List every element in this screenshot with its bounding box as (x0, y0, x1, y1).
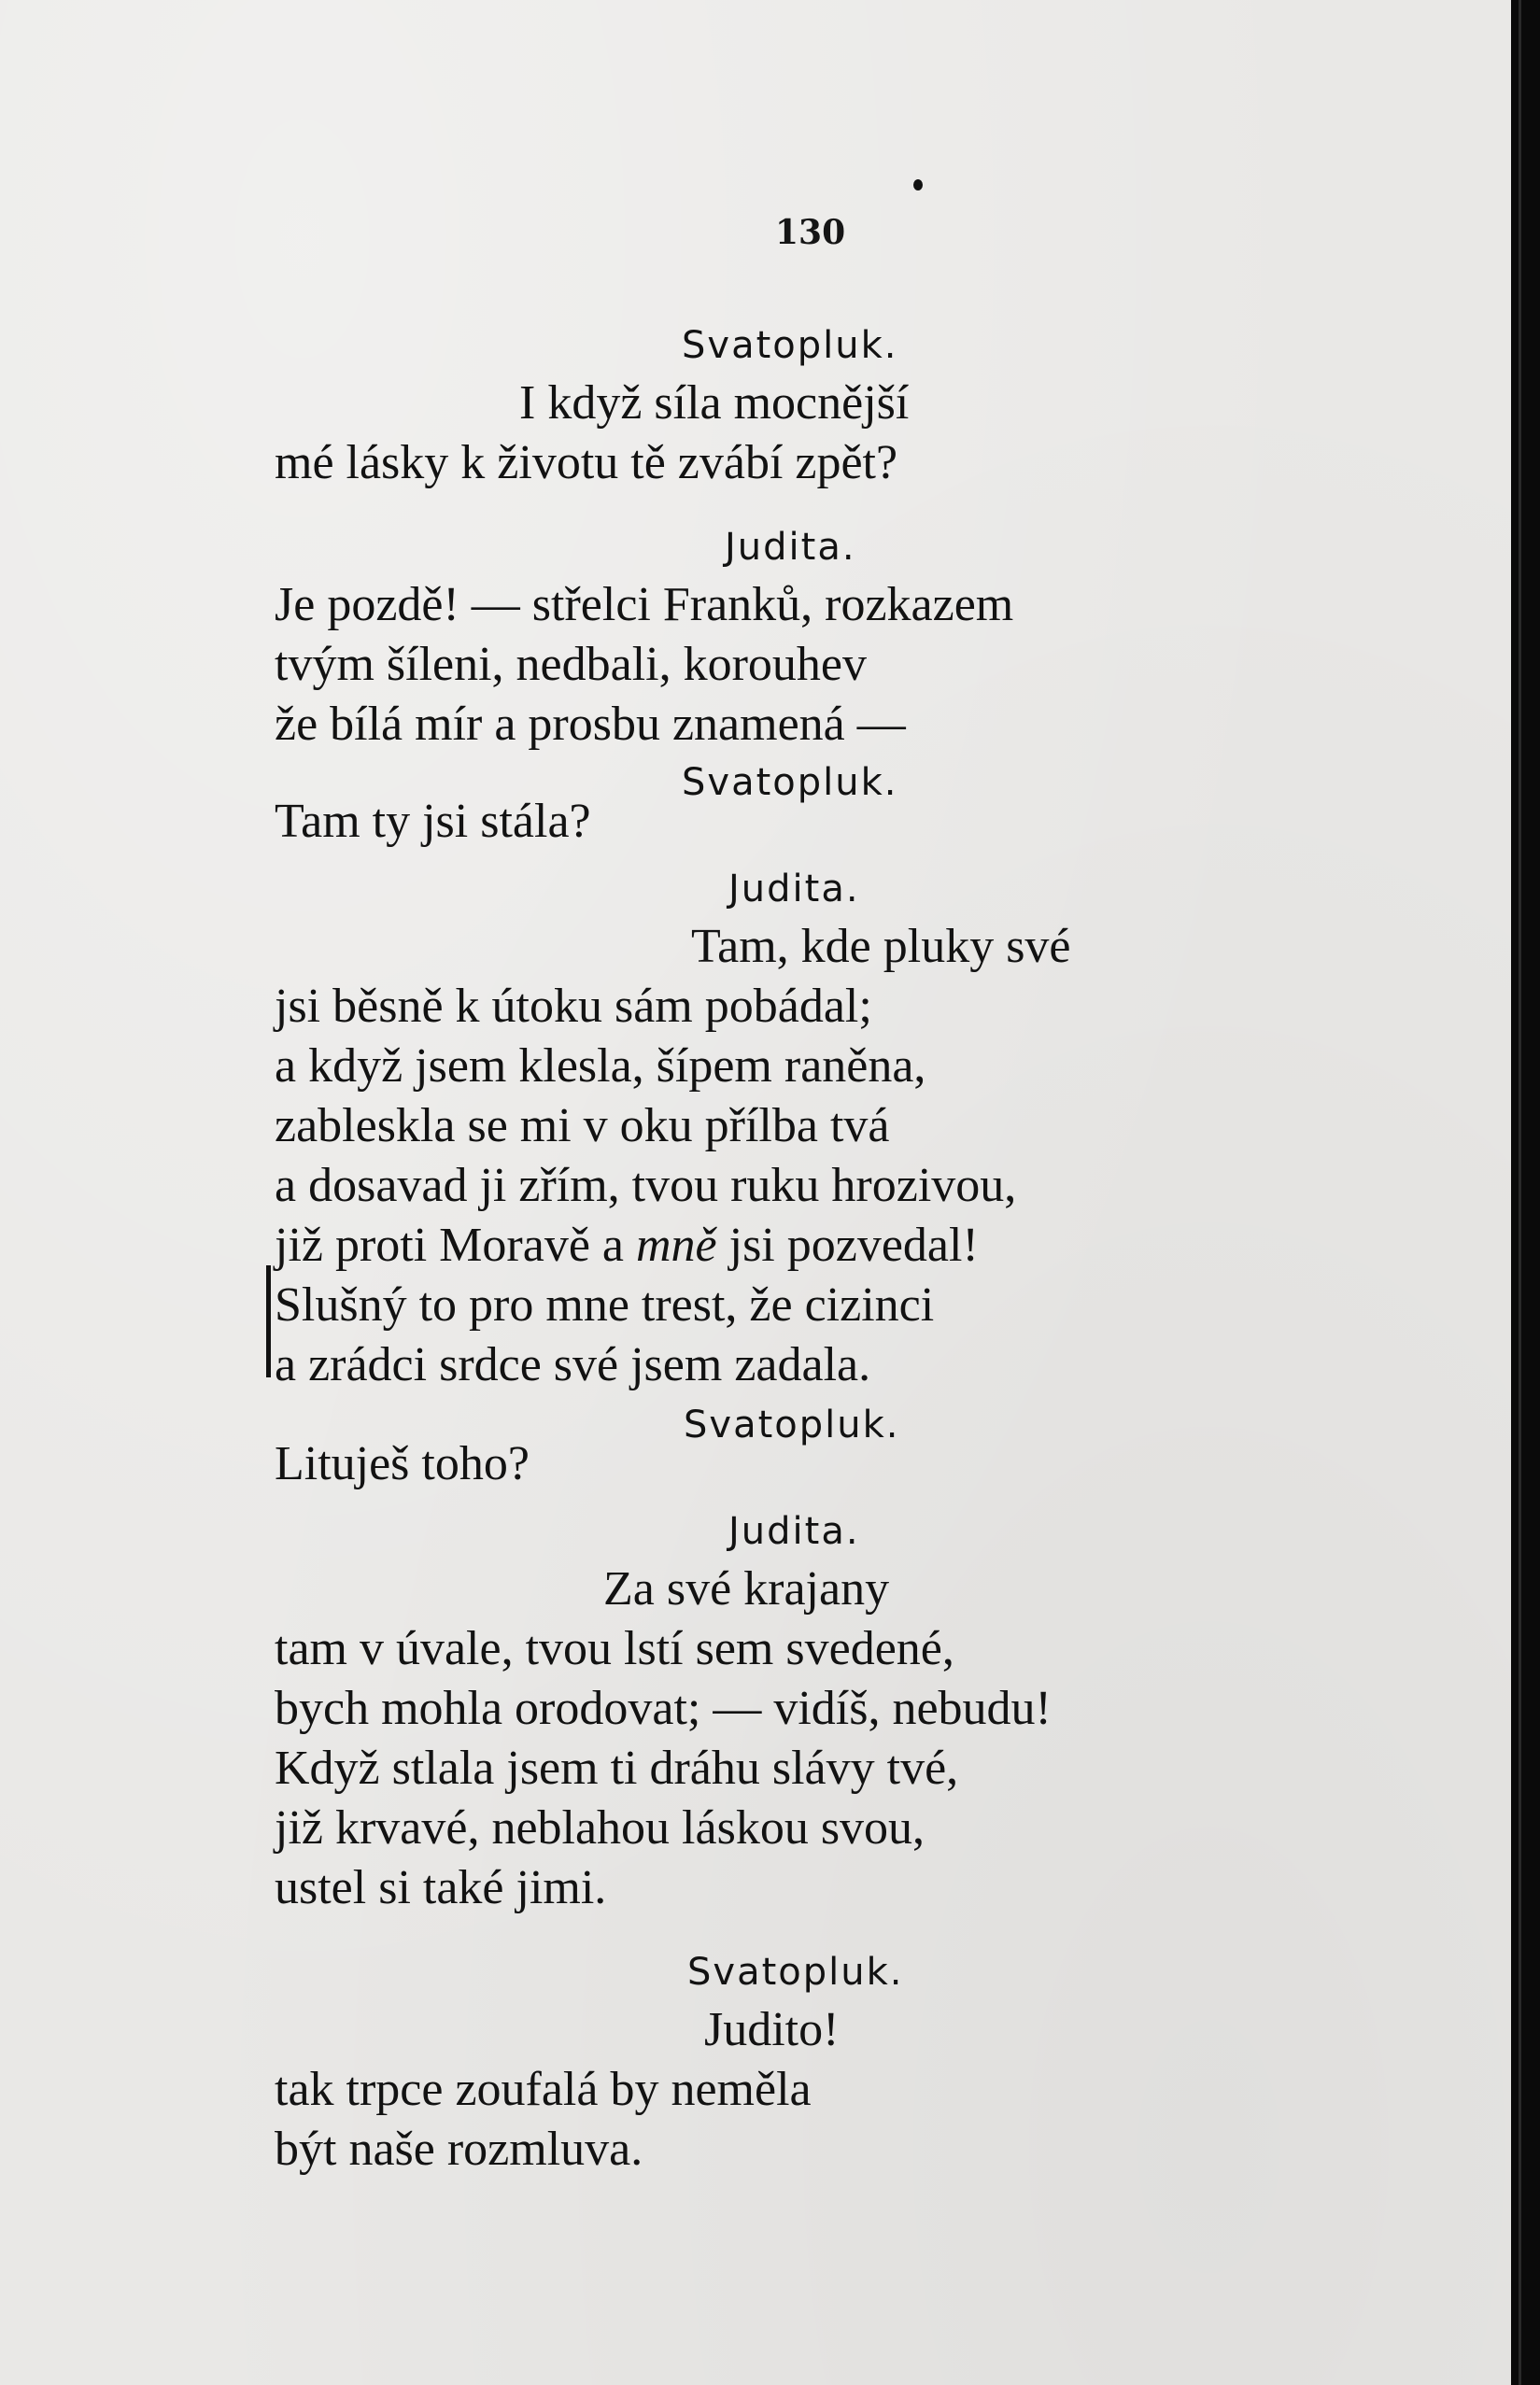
verse-line: Když stlala jsem ti dráhu slávy tvé, (275, 1742, 959, 1795)
verse-line: že bílá mír a prosbu znamená — (275, 698, 906, 751)
verse-line: a dosavad ji zřím, tvou ruku hrozivou, (275, 1159, 1017, 1212)
verse-line: již krvavé, neblahou láskou svou, (275, 1801, 925, 1855)
verse-line: Tam, kde pluky své (691, 920, 1071, 973)
verse-line: Tam ty jsi stála? (275, 795, 591, 848)
page-number: 130 (775, 213, 846, 252)
verse-line: bych mohla orodovat; — vidíš, nebudu! (275, 1682, 1052, 1735)
verse-line: tam v úvale, tvou lstí sem svedené, (275, 1622, 954, 1675)
speaker-name: Judita. (725, 526, 856, 569)
verse-line (275, 1216, 1208, 1276)
verse-line: Je pozdě! — střelci Franků, rozkazem (275, 578, 1014, 631)
verse-line: Slušný to pro mne trest, že cizinci (275, 1278, 935, 1332)
verse-line: tak trpce zoufalá by neměla (275, 2063, 812, 2116)
verse-line: Judito! (704, 2003, 840, 2056)
speaker-name: Svatopluk. (682, 324, 898, 367)
inline-speaker-line (275, 761, 1208, 852)
verse-segment: již proti Moravě a (275, 1219, 624, 1272)
margin-marker (266, 1265, 271, 1377)
verse-line: jsi běsně k útoku sám pobádal; (275, 980, 872, 1033)
speaker-name: Judita. (728, 868, 860, 910)
speaker-name: Svatopluk. (684, 1404, 900, 1447)
verse-segment: jsi pozvedal! (728, 1219, 979, 1272)
inline-speaker-line (275, 1404, 1208, 1494)
speaker-name: Svatopluk. (687, 1951, 904, 1994)
verse-line: tvým šíleni, nedbali, korouhev (275, 638, 868, 691)
scan-edge-line (1519, 0, 1521, 2385)
verse-line: a zrádci srdce své jsem zadala. (275, 1338, 871, 1391)
speaker-name: Judita. (728, 1510, 860, 1553)
scan-edge (1511, 0, 1540, 2385)
verse-line: být naše rozmluva. (275, 2123, 643, 2176)
dialogue-text (275, 318, 1208, 2180)
verse-line: Lituješ toho? (275, 1437, 530, 1490)
verse-line: a když jsem klesla, šípem raněna, (275, 1039, 926, 1093)
verse-line: mé lásky k životu tě zvábí zpět? (275, 436, 898, 489)
verse-line: Za své krajany (603, 1562, 890, 1616)
verse-line: ustel si také jimi. (275, 1861, 607, 1914)
speaker-name: Svatopluk. (682, 761, 898, 804)
verse-line: I když síla mocnější (519, 376, 910, 430)
verse-line: zableskla se mi v oku přílba tvá (275, 1099, 890, 1152)
ink-speck (913, 179, 923, 191)
verse-emphasis: mně (635, 1219, 717, 1272)
